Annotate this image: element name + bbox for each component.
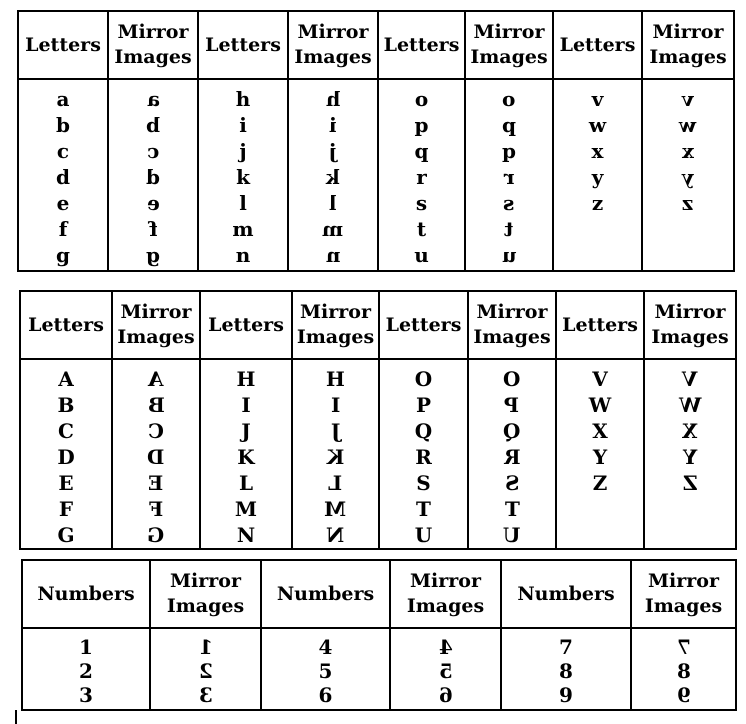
glyph: H	[236, 367, 256, 391]
mirror-column	[390, 628, 501, 710]
glyph: O	[414, 367, 433, 391]
header-mirror-images: Mirror Images	[292, 291, 379, 359]
glyph: o	[414, 87, 429, 111]
glyph: p	[414, 113, 429, 137]
mirror-glyph: t	[504, 217, 514, 241]
glyph: T	[416, 497, 431, 521]
mirror-column	[292, 359, 379, 549]
body-row	[22, 628, 736, 710]
mirror-glyph: D	[147, 445, 165, 469]
glyph: L	[238, 471, 254, 495]
glyph: 8	[559, 659, 573, 683]
mirror-column	[108, 79, 198, 271]
mirror-glyph: X	[682, 419, 698, 443]
mirror-glyph: F	[148, 497, 164, 521]
mirror-glyph: l	[329, 191, 337, 215]
header-row	[18, 11, 734, 79]
header-letters: Letters	[553, 11, 642, 79]
glyph: X	[592, 419, 608, 443]
mirror-glyph: G	[147, 523, 165, 547]
glyph: z	[591, 191, 604, 215]
mirror-glyph: O	[503, 367, 521, 391]
glyph: c	[56, 139, 70, 163]
glyph: m	[232, 217, 254, 241]
header-letters: Letters	[556, 291, 644, 359]
letters-column	[553, 79, 642, 271]
mirror-glyph: Q	[503, 419, 521, 443]
mirror-glyph: q	[502, 139, 516, 163]
glyph: i	[239, 113, 247, 137]
letters-column	[200, 359, 292, 549]
glyph: v	[591, 87, 604, 111]
letters-column	[379, 359, 468, 549]
header-letters: Letters	[200, 291, 292, 359]
mirror-glyph: e	[146, 191, 160, 215]
mirror-glyph: u	[501, 243, 517, 267]
glyph: F	[58, 497, 74, 521]
mirror-glyph: J	[330, 419, 341, 443]
mirror-glyph: S	[504, 471, 520, 495]
header-letters: Letters	[378, 11, 465, 79]
mirror-glyph: N	[326, 523, 345, 547]
glyph: q	[414, 139, 429, 163]
body-row	[18, 79, 734, 271]
glyph: N	[236, 523, 256, 547]
numbers-column	[261, 628, 390, 710]
mirror-glyph: Y	[682, 445, 698, 469]
header-numbers: Numbers	[501, 560, 631, 628]
header-row	[22, 560, 736, 628]
glyph: J	[241, 419, 251, 443]
edge-mark	[15, 710, 17, 724]
mirror-glyph: k	[326, 165, 340, 189]
mirror-glyph: 6	[438, 683, 453, 707]
mirror-glyph: 1	[198, 635, 213, 659]
mirror-glyph: c	[146, 139, 160, 163]
glyph: Q	[414, 419, 433, 443]
mirror-glyph: 2	[198, 659, 213, 683]
numbers-column	[22, 628, 150, 710]
glyph: V	[592, 367, 608, 391]
header-letters: Letters	[198, 11, 288, 79]
glyph: 9	[559, 683, 573, 707]
mirror-glyph: a	[146, 87, 160, 111]
glyph: C	[58, 419, 74, 443]
header-mirror-images: Mirror Images	[644, 291, 736, 359]
mirror-glyph: 4	[438, 635, 453, 659]
header-letters: Letters	[379, 291, 468, 359]
mirror-glyph: W	[678, 393, 702, 417]
glyph: t	[416, 217, 427, 241]
mirror-glyph: d	[146, 165, 160, 189]
glyph: l	[239, 191, 247, 215]
glyph: 4	[318, 635, 333, 659]
mirror-glyph: h	[325, 87, 341, 111]
mirror-glyph: H	[326, 367, 345, 391]
glyph: G	[57, 523, 75, 547]
mirror-glyph: T	[504, 497, 520, 521]
header-mirror-images: Mirror Images	[465, 11, 553, 79]
mirror-glyph: 8	[676, 659, 691, 683]
mirror-glyph: j	[329, 139, 337, 163]
mirror-glyph: V	[682, 367, 698, 391]
mirror-glyph: z	[682, 191, 694, 215]
mirror-column	[468, 359, 556, 549]
header-letters: Letters	[18, 11, 108, 79]
mirror-glyph: C	[148, 419, 164, 443]
header-mirror-images: Mirror Images	[631, 560, 736, 628]
glyph: n	[235, 243, 251, 267]
mirror-glyph: L	[328, 471, 343, 495]
header-row	[20, 291, 736, 359]
glyph: g	[56, 243, 70, 267]
header-numbers: Numbers	[22, 560, 150, 628]
mirror-glyph: R	[503, 445, 521, 469]
mirror-glyph: K	[326, 445, 345, 469]
mirror-glyph: s	[503, 191, 515, 215]
glyph: e	[56, 191, 70, 215]
header-mirror-images: Mirror Images	[112, 291, 200, 359]
glyph: r	[416, 165, 427, 189]
mirror-glyph: 9	[676, 683, 691, 707]
mirror-glyph: 5	[438, 659, 453, 683]
mirror-column	[465, 79, 553, 271]
mirror-column	[150, 628, 261, 710]
mirror-glyph: M	[324, 497, 347, 521]
glyph: d	[56, 165, 70, 189]
mirror-column	[642, 79, 734, 271]
glyph: 5	[318, 659, 333, 683]
glyph: w	[588, 113, 607, 137]
glyph: U	[414, 523, 433, 547]
mirror-column	[288, 79, 378, 271]
glyph: x	[591, 139, 604, 163]
glyph: 6	[318, 683, 333, 707]
mirror-column	[631, 628, 736, 710]
glyph: Z	[592, 471, 608, 495]
lowercase-mirror-table	[17, 10, 735, 272]
mirror-glyph: v	[682, 87, 694, 111]
mirror-glyph: 7	[676, 635, 691, 659]
mirror-glyph: E	[148, 471, 164, 495]
mirror-glyph: m	[322, 217, 344, 241]
uppercase-mirror-table	[19, 290, 737, 550]
glyph: 2	[79, 659, 93, 683]
mirror-glyph: y	[682, 165, 694, 189]
letters-column	[18, 79, 108, 271]
glyph: E	[58, 471, 74, 495]
mirror-glyph: B	[147, 393, 165, 417]
mirror-glyph: g	[146, 243, 160, 267]
glyph: k	[236, 165, 250, 189]
glyph: 7	[559, 635, 573, 659]
mirror-glyph: i	[329, 113, 337, 137]
glyph: s	[415, 191, 428, 215]
glyph: y	[591, 165, 604, 189]
header-mirror-images: Mirror Images	[150, 560, 261, 628]
mirror-glyph: I	[330, 393, 341, 417]
glyph: S	[416, 471, 431, 495]
glyph: B	[57, 393, 75, 417]
mirror-glyph: Z	[682, 471, 698, 495]
header-mirror-images: Mirror Images	[468, 291, 556, 359]
header-numbers: Numbers	[261, 560, 390, 628]
mirror-glyph: r	[503, 165, 515, 189]
mirror-glyph: 3	[198, 683, 213, 707]
mirror-glyph: P	[504, 393, 520, 417]
glyph: W	[588, 393, 612, 417]
mirror-glyph: n	[325, 243, 341, 267]
glyph: 1	[79, 635, 93, 659]
glyph: a	[56, 87, 70, 111]
glyph: h	[235, 87, 251, 111]
header-mirror-images: Mirror Images	[108, 11, 198, 79]
glyph: R	[415, 445, 432, 469]
mirror-glyph: w	[679, 113, 697, 137]
glyph: P	[415, 393, 432, 417]
numbers-column	[501, 628, 631, 710]
mirror-glyph: o	[502, 87, 516, 111]
mirror-glyph: A	[148, 367, 164, 391]
letters-column	[198, 79, 288, 271]
glyph: Y	[592, 445, 608, 469]
body-row	[20, 359, 736, 549]
letters-column	[20, 359, 112, 549]
mirror-glyph: U	[503, 523, 521, 547]
glyph: M	[234, 497, 258, 521]
mirror-glyph: b	[146, 113, 160, 137]
header-letters: Letters	[20, 291, 112, 359]
glyph: D	[57, 445, 75, 469]
numbers-mirror-table	[21, 559, 737, 711]
glyph: j	[239, 139, 247, 163]
glyph: u	[414, 243, 429, 267]
letters-column	[378, 79, 465, 271]
glyph: b	[56, 113, 70, 137]
glyph: A	[58, 367, 74, 391]
letters-column	[556, 359, 644, 549]
mirror-column	[644, 359, 736, 549]
glyph: 3	[79, 683, 93, 707]
mirror-glyph: f	[148, 217, 158, 241]
glyph: f	[58, 217, 68, 241]
glyph: K	[237, 445, 255, 469]
mirror-column	[112, 359, 200, 549]
glyph: I	[241, 393, 251, 417]
header-mirror-images: Mirror Images	[288, 11, 378, 79]
header-mirror-images: Mirror Images	[390, 560, 501, 628]
mirror-glyph: p	[502, 113, 516, 137]
mirror-glyph: x	[682, 139, 694, 163]
header-mirror-images: Mirror Images	[642, 11, 734, 79]
